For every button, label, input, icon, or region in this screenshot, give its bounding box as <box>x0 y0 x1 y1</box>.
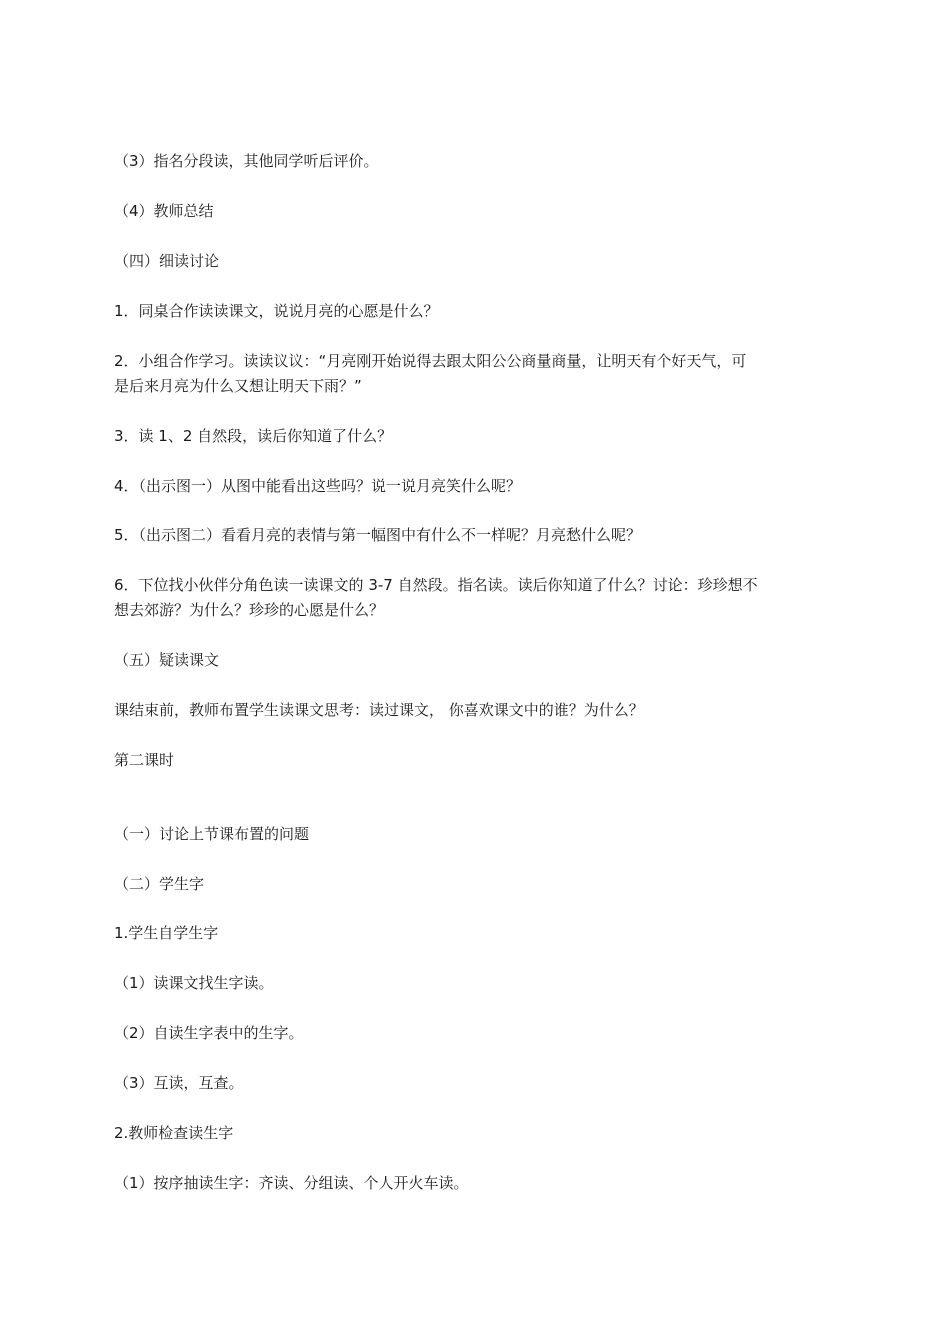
paragraph: 3．读 1、2 自然段，读后你知道了什么？ <box>114 427 393 445</box>
paragraph: （1）按序抽读生字：齐读、分组读、个人开火车读。 <box>114 1174 469 1192</box>
paragraph-continuation: 是后来月亮为什么又想让明天下雨？” <box>114 377 362 395</box>
paragraph: （4）教师总结 <box>114 202 214 220</box>
paragraph: （1）读课文找生字读。 <box>114 974 274 992</box>
paragraph: 2．小组合作学习。读读议议：“月亮刚开始说得去跟太阳公公商量商量，让明天有个好天气，可 <box>114 352 747 370</box>
lesson-heading: 第二课时 <box>114 751 175 769</box>
paragraph: 课结束前，教师布置学生读课文思考：读过课文， 你喜欢课文中的谁？为什么？ <box>114 701 644 719</box>
paragraph: 1.学生自学生字 <box>114 924 219 942</box>
paragraph: （3）互读，互查。 <box>114 1074 244 1092</box>
section-heading: （一）讨论上节课布置的问题 <box>114 825 310 843</box>
section-heading: （五）疑读课文 <box>114 651 220 669</box>
paragraph: 5．（出示图二）看看月亮的表情与第一幅图中有什么不一样呢？月亮愁什么呢？ <box>114 526 642 544</box>
section-heading: （二）学生字 <box>114 875 205 893</box>
paragraph: （2）自读生字表中的生字。 <box>114 1024 304 1042</box>
paragraph: 2.教师检查读生字 <box>114 1124 234 1142</box>
paragraph-continuation: 想去郊游？为什么？珍珍的心愿是什么？ <box>114 601 385 619</box>
paragraph: 6．下位找小伙伴分角色读一读课文的 3-7 自然段。指名读。读后你知道了什么？讨论：珍珍想不 <box>114 576 758 594</box>
paragraph: （3）指名分段读，其他同学听后评价。 <box>114 152 379 170</box>
paragraph: 1．同桌合作读读课文，说说月亮的心愿是什么？ <box>114 302 439 320</box>
section-heading: （四）细读讨论 <box>114 252 220 270</box>
paragraph: 4．（出示图一）从图中能看出这些吗？说一说月亮笑什么呢？ <box>114 477 522 495</box>
